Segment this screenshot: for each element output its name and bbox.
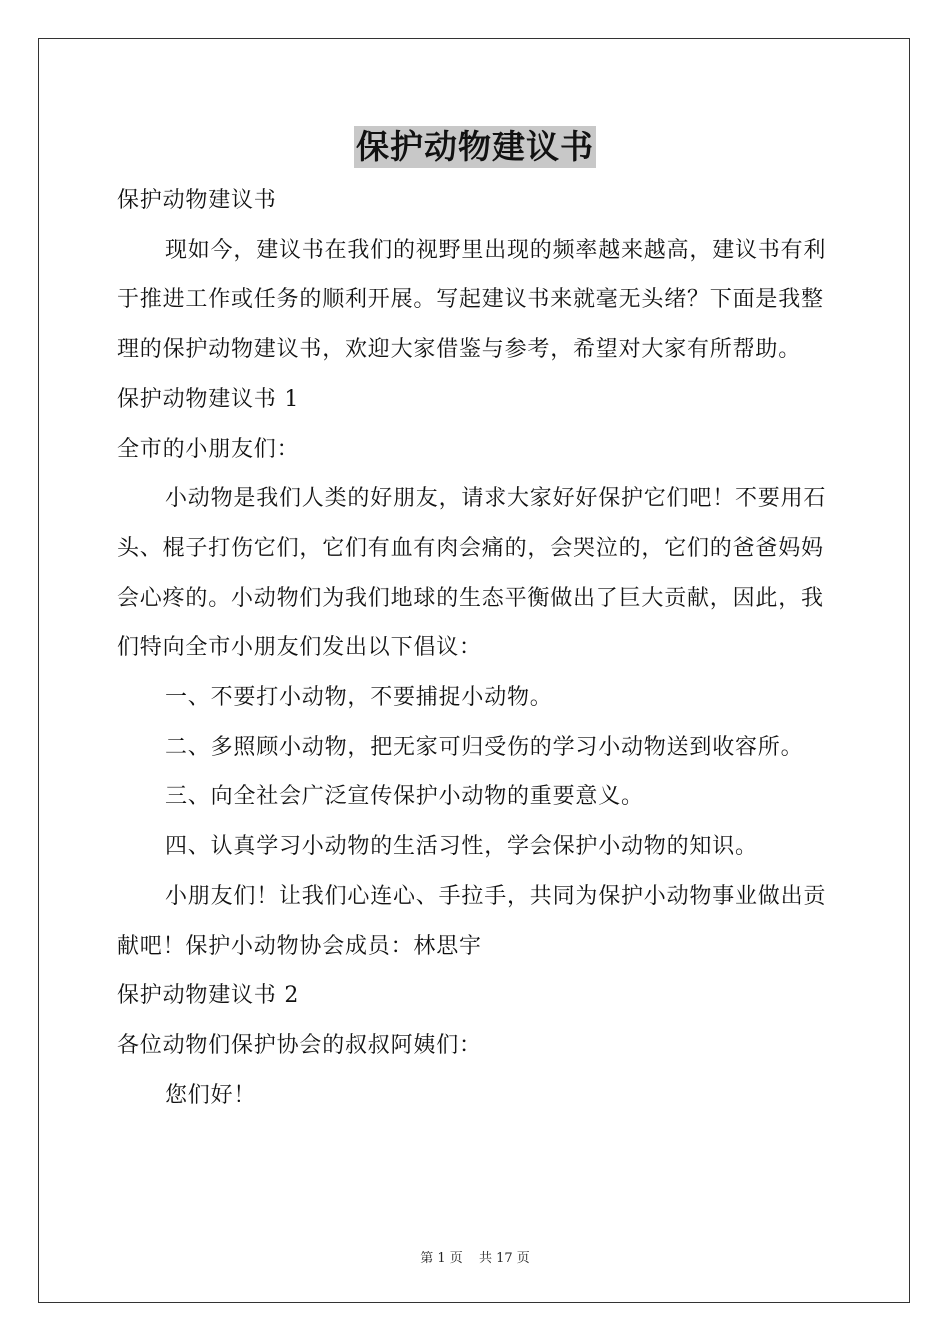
paragraph: 三、向全社会广泛宣传保护小动物的重要意义。 xyxy=(165,784,644,810)
paragraph: 保护动物建议书 1 xyxy=(117,386,300,412)
paragraph: 四、认真学习小动物的生活习性，学会保护小动物的知识。 xyxy=(165,834,758,860)
page-total: 共 17 页 xyxy=(478,1251,530,1266)
page-number: 第 1 页 xyxy=(420,1251,463,1266)
page-footer xyxy=(0,1247,950,1266)
paragraph: 全市的小朋友们： xyxy=(117,436,300,462)
document-body xyxy=(117,176,835,1120)
paragraph: 各位动物们保护协会的叔叔阿姨们： xyxy=(117,1032,482,1058)
paragraph: 保护动物建议书 xyxy=(117,188,277,213)
paragraph: 现如今，建议书在我们的视野里出现的频率越来越高，建议书有利于推进工作或任务的顺利开展。写起建议书来就毫无头绪？下面是我整理的保护动物建议书，欢迎大家借鉴与参考，希望对大家有所帮助。 xyxy=(117,237,827,363)
title-container xyxy=(0,126,950,168)
paragraph: 小朋友们！让我们心连心、手拉手，共同为保护小动物事业做出贡献吧！保护小动物协会成员：林思宇 xyxy=(117,883,827,959)
paragraph: 保护动物建议书 2 xyxy=(117,983,300,1009)
paragraph: 一、不要打小动物，不要捕捉小动物。 xyxy=(165,685,553,711)
paragraph: 您们好！ xyxy=(165,1082,257,1108)
paragraph: 小动物是我们人类的好朋友，请求大家好好保护它们吧！不要用石头、棍子打伤它们，它们有血有肉会痛的，会哭泣的，它们的爸爸妈妈会心疼的。小动物们为我们地球的生态平衡做出了巨大贡献，因此，我们特向全市小朋友们发出以下倡议： xyxy=(117,486,827,661)
document-title: 保护动物建议书 xyxy=(356,127,594,166)
paragraph: 二、多照顾小动物，把无家可归受伤的学习小动物送到收容所。 xyxy=(165,734,804,760)
